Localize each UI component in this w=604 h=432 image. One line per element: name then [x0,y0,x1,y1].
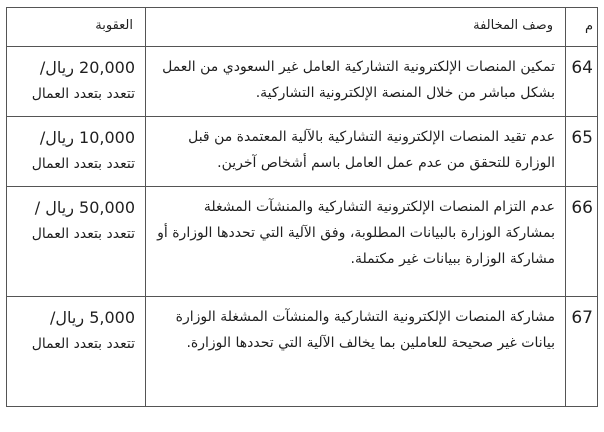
header-penalty: العقوبة [7,8,146,47]
row-penalty [7,297,146,407]
table-row [7,297,598,407]
table-row [7,187,598,297]
penalty-note: تتعدد بتعدد العمال [31,156,135,172]
row-description: تمكين المنصات الإلكترونية التشاركية العامل غير السعودي من العمل بشكل مباشر من خلال المنصة الإلكترونية التشاركية. [146,47,566,117]
header-number: م [566,8,598,47]
table-header [7,8,598,47]
violations-table [6,7,598,407]
header-description: وصف المخالفة [146,8,566,47]
row-description: عدم تقيد المنصات الإلكترونية التشاركية بالآلية المعتمدة من قبل الوزارة للتحقق من عدم عمل العامل باسم أشخاص آخرين. [146,117,566,187]
row-number: 64 [566,47,598,117]
table-row [7,117,598,187]
row-number: 67 [566,297,598,407]
penalty-note: تتعدد بتعدد العمال [31,86,135,102]
table-row [7,47,598,117]
penalty-note: تتعدد بتعدد العمال [31,336,135,352]
penalty-amount: 50,000 ريال / [34,198,135,217]
penalty-note: تتعدد بتعدد العمال [31,226,135,242]
row-description: مشاركة المنصات الإلكترونية التشاركية والمنشآت المشغلة الوزارة بيانات غير صحيحة للعاملين بما يخالف الآلية التي تحددها الوزارة. [146,297,566,407]
penalty-amount: 5,000 ريال/ [50,308,135,327]
penalty-amount: 10,000 ريال/ [39,128,135,147]
row-number: 66 [566,187,598,297]
penalty-amount: 20,000 ريال/ [39,58,135,77]
row-penalty [7,187,146,297]
row-description: عدم التزام المنصات الإلكترونية التشاركية والمنشآت المشغلة بمشاركة الوزارة بالبيانات المطلوبة، وفق الآلية التي تحددها الوزارة أو مشاركة الوزارة ببيانات غير مكتملة. [146,187,566,297]
row-penalty [7,117,146,187]
row-number: 65 [566,117,598,187]
row-penalty [7,47,146,117]
